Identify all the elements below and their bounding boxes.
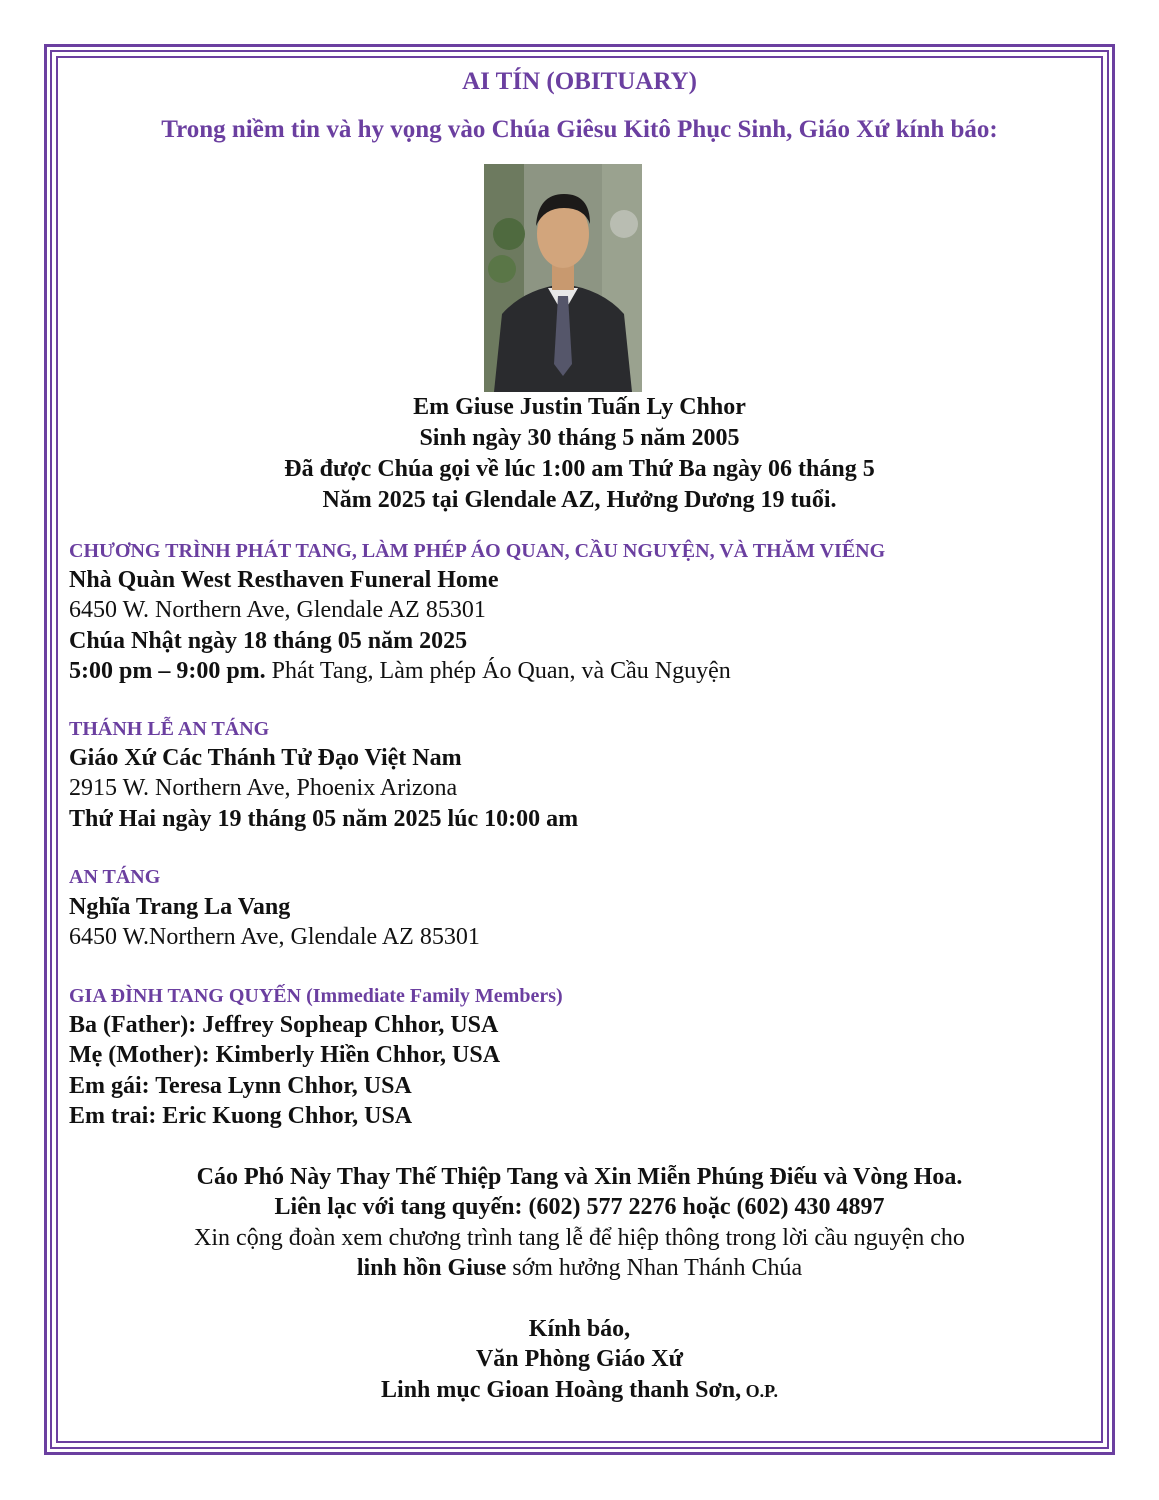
program-time: 5:00 pm – 9:00 pm. (69, 658, 266, 684)
family-member: Mẹ (Mother): Kimberly Hiền Chhor, USA (69, 1042, 501, 1068)
notice-line-4 (0, 1255, 1159, 1282)
program-address: 6450 W. Northern Ave, Glendale AZ 85301 (69, 597, 486, 623)
signature-order: O.P. (741, 1381, 778, 1401)
mass-date: Thứ Hai ngày 19 tháng 05 năm 2025 lúc 10:00 am (69, 806, 579, 832)
passing-line-1: Đã được Chúa gọi về lúc 1:00 am Thứ Ba ngày 06 tháng 5 (284, 456, 875, 482)
program-venue: Nhà Quàn West Resthaven Funeral Home (69, 567, 499, 593)
notice-soul: linh hồn Giuse (356, 1255, 507, 1281)
notice-line-3: Xin cộng đoàn xem chương trình tang lễ để hiệp thông trong lời cầu nguyện cho (194, 1225, 965, 1251)
portrait-photo (484, 164, 642, 392)
family-member: Em trai: Eric Kuong Chhor, USA (69, 1103, 413, 1129)
burial-address: 6450 W.Northern Ave, Glendale AZ 85301 (69, 924, 480, 950)
program-heading: CHƯƠNG TRÌNH PHÁT TANG, LÀM PHÉP ÁO QUAN, CẦU NGUYỆN, VÀ THĂM VIẾNG (69, 540, 886, 562)
page-title: AI TÍN (OBITUARY) (462, 68, 697, 95)
deceased-name: Em Giuse Justin Tuấn Ly Chhor (413, 394, 746, 420)
notice-line-4-rest: sớm hưởng Nhan Thánh Chúa (506, 1255, 803, 1281)
portrait-illustration (484, 164, 642, 392)
program-time-desc: Phát Tang, Làm phép Áo Quan, và Cầu Nguyện (265, 658, 731, 684)
signature-office: Văn Phòng Giáo Xứ (475, 1346, 684, 1372)
passing-line-2: Năm 2025 tại Glendale AZ, Hưởng Dương 19 tuổi. (322, 487, 837, 513)
signature-priest-line (0, 1377, 1159, 1404)
notice-contact: Liên lạc với tang quyến: (602) 577 2276 hoặc (602) 430 4897 (274, 1194, 885, 1220)
mass-address: 2915 W. Northern Ave, Phoenix Arizona (69, 775, 458, 801)
family-member: Em gái: Teresa Lynn Chhor, USA (69, 1073, 412, 1099)
signature-greeting: Kính báo, (528, 1316, 631, 1342)
mass-venue: Giáo Xứ Các Thánh Tử Đạo Việt Nam (69, 745, 462, 771)
program-time-line (69, 658, 731, 685)
program-date: Chúa Nhật ngày 18 tháng 05 năm 2025 (69, 628, 468, 654)
signature-priest: Linh mục Gioan Hoàng thanh Sơn, (381, 1377, 742, 1403)
page-subtitle: Trong niềm tin và hy vọng vào Chúa Giêsu Kitô Phục Sinh, Giáo Xứ kính báo: (161, 116, 998, 143)
family-heading: GIA ĐÌNH TANG QUYẾN (Immediate Family Members) (69, 985, 563, 1007)
burial-heading: AN TÁNG (69, 866, 161, 888)
family-member: Ba (Father): Jeffrey Sopheap Chhor, USA (69, 1012, 499, 1038)
mass-heading: THÁNH LỄ AN TÁNG (69, 718, 270, 740)
notice-line-1: Cáo Phó Này Thay Thế Thiệp Tang và Xin Miễn Phúng Điếu và Vòng Hoa. (196, 1164, 963, 1190)
burial-venue: Nghĩa Trang La Vang (69, 894, 291, 920)
birth-date: Sinh ngày 30 tháng 5 năm 2005 (419, 425, 740, 451)
